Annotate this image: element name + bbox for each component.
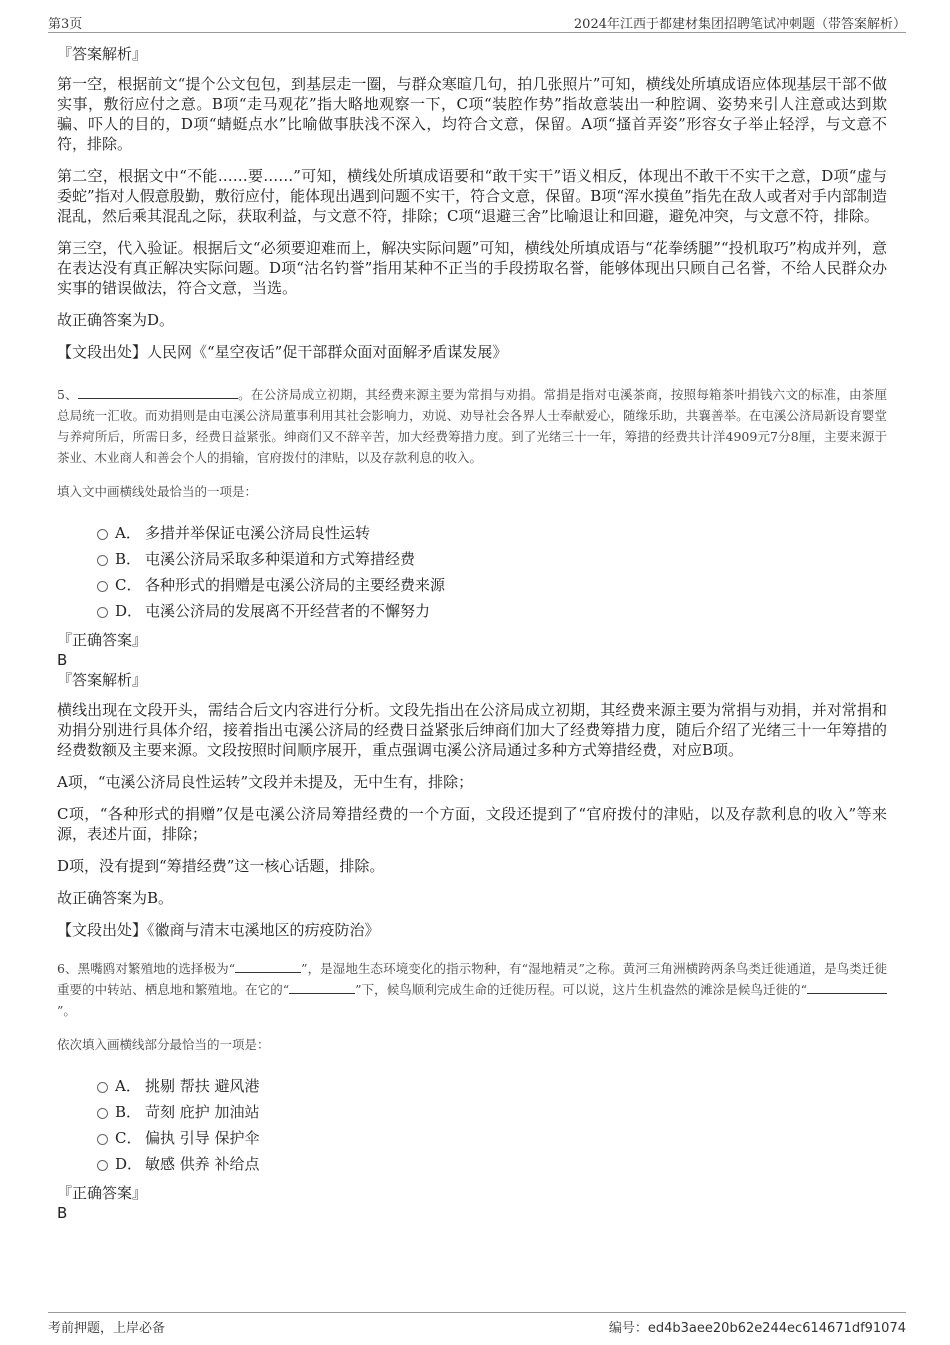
q5-conclusion: 故正确答案为B。 xyxy=(57,889,174,907)
footer-code: 编号：ed4b3aee20b62e244ec614671df91074 xyxy=(608,1321,906,1336)
q6-prompt: 依次填入画横线部分最恰当的一项是： xyxy=(57,1037,270,1052)
radio-icon[interactable] xyxy=(97,581,108,592)
radio-icon[interactable] xyxy=(97,1134,108,1145)
q5-explain-tag: 『答案解析』 xyxy=(57,671,148,689)
document-title: 2024年江西于都建材集团招聘笔试冲刺题（带答案解析） xyxy=(573,17,906,32)
q6-blank-1 xyxy=(235,960,301,973)
radio-icon[interactable] xyxy=(97,1108,108,1119)
q6-option-c[interactable]: C． 偏执 引导 保护伞 xyxy=(97,1125,887,1151)
page-footer xyxy=(48,1312,906,1337)
q6-passage: 6、黑嘴鸥对繁殖地的选择极为“ ”，是湿地生态环境变化的指示物种，有“湿地精灵”之称。黄河三角洲横跨两条鸟类迁徙通道，是鸟类迁徙重要的中转站、栖息地和繁殖地。在它的“ ”下，候鸟顺利完成生命的迁徙历程。可以说，这片生机盎然的滩涂是候鸟迁徙的“”。 xyxy=(57,961,887,1018)
q4-explain-para-2: 第二空，根据文中“不能……要……”可知，横线处所填成语要和“敢干实干”语义相反，体现出不敢干不实干之意，D项“虚与委蛇”指对人假意殷勤，敷衍应付，能体现出遇到问题不实干，符合文意，保留。B项“浑水摸鱼”指先在敌人或者对手内部制造混乱，然后乘其混乱之际，获取利益，与文意不符，排除；C项“退避三舍”比喻退让和回避，避免冲突，与文意不符，排除。 xyxy=(57,167,887,225)
q5-prompt: 填入文中画横线处最恰当的一项是： xyxy=(57,484,258,499)
page-header xyxy=(48,10,906,33)
q6-answer: B xyxy=(57,1204,68,1222)
q6-option-b[interactable]: B． 苛刻 庇护 加油站 xyxy=(97,1099,887,1125)
q5-options xyxy=(97,520,887,624)
page-content xyxy=(57,44,887,1223)
q5-explain-para-1: 横线出现在文段开头，需结合后文内容进行分析。文段先指出在公济局成立初期，其经费来源主要为常捐与劝捐，并对常捐和劝捐分别进行具体介绍，接着指出屯溪公济局的经费日益紧张后绅商们加大了经费筹措力度，随后介绍了光绪三十一年筹措的经费数额及主要来源。文段按照时间顺序展开，重点强调屯溪公济局通过多种方式筹措经费，对应B项。 xyxy=(57,701,887,759)
radio-icon[interactable] xyxy=(97,1160,108,1171)
q6-answer-tag: 『正确答案』 xyxy=(57,1184,148,1202)
q4-source: 【文段出处】人民网《“星空夜话”促干部群众面对面解矛盾谋发展》 xyxy=(57,343,508,361)
q6-blank-3 xyxy=(807,981,887,994)
q5-answer: B xyxy=(57,651,68,669)
q6-blank-2 xyxy=(289,981,355,994)
radio-icon[interactable] xyxy=(97,1082,108,1093)
q5-option-d[interactable]: D． 屯溪公济局的发展离不开经营者的不懈努力 xyxy=(97,598,887,624)
q5-passage-text: 。在公济局成立初期，其经费来源主要为常捐与劝捐。常捐是指对屯溪茶商，按照每箱茶叶捐钱六文的标准，由茶厘总局统一汇收。而劝捐则是由屯溪公济局董事利用其社会影响力，劝说、劝导社会各界人士奉献爱心，随缘乐助，共襄善举。在屯溪公济局新设育婴堂与养疴所后，所需日多，经费日益紧张。绅商们又不辞辛苦，加大经费筹措力度。到了光绪三十一年，筹措的经费共计洋4909元7分8厘，主要来源于茶业、木业商人和善会个人的捐输，官府拨付的津贴，以及存款利息的收入。 xyxy=(57,387,888,465)
q6-option-a[interactable]: A． 挑剔 帮扶 避风港 xyxy=(97,1073,887,1099)
q4-explain-tag: 『答案解析』 xyxy=(57,45,148,63)
q6-options xyxy=(97,1073,887,1177)
q5-source: 【文段出处】《徽商与清末屯溪地区的疠疫防治》 xyxy=(57,921,380,939)
q5-option-b[interactable]: B． 屯溪公济局采取多种渠道和方式筹措经费 xyxy=(97,546,887,572)
q5-number: 5、 xyxy=(57,387,78,402)
footer-slogan: 考前押题，上岸必备 xyxy=(48,1321,166,1336)
radio-icon[interactable] xyxy=(97,529,108,540)
q5-blank xyxy=(78,386,238,399)
radio-icon[interactable] xyxy=(97,607,108,618)
q4-explain-para-3: 第三空，代入验证。根据后文“必须要迎难而上，解决实际问题”可知，横线处所填成语与“花拳绣腿”“投机取巧”构成并列，意在表达没有真正解决实际问题。D项“沽名钓誉”指用某种不正当的手段捞取名誉，能够体现出只顾自己名誉，不给人民群众办实事的错误做法，符合文意，当选。 xyxy=(57,239,887,297)
q5-explain-para-2: A项，“屯溪公济局良性运转”文段并未提及，无中生有，排除； xyxy=(57,773,474,791)
q5-option-c[interactable]: C． 各种形式的捐赠是屯溪公济局的主要经费来源 xyxy=(97,572,887,598)
q4-conclusion: 故正确答案为D。 xyxy=(57,311,175,329)
page-number: 第3页 xyxy=(48,17,83,32)
q6-option-d[interactable]: D． 敏感 供养 补给点 xyxy=(97,1151,887,1177)
document-code: ed4b3aee20b62e244ec614671df91074 xyxy=(647,1321,906,1336)
q5-explain-para-4: D项，没有提到“筹措经费”这一核心话题，排除。 xyxy=(57,857,385,875)
radio-icon[interactable] xyxy=(97,555,108,566)
q5-passage xyxy=(57,384,887,468)
q5-option-a[interactable]: A． 多措并举保证屯溪公济局良性运转 xyxy=(97,520,887,546)
q4-explain-para-1: 第一空，根据前文“提个公文包包，到基层走一圈，与群众寒暄几句，拍几张照片”可知，横线处所填成语应体现基层干部不做实事，敷衍应付之意。B项“走马观花”指大略地观察一下，C项“装腔作势”指故意装出一种腔调、姿势来引人注意或达到欺骗、吓人的目的，D项“蜻蜓点水”比喻做事肤浅不深入，均符合文意，保留。A项“搔首弄姿”形容女子举止轻浮，与文意不符，排除。 xyxy=(57,75,887,153)
q5-answer-tag: 『正确答案』 xyxy=(57,631,148,649)
q5-explain-para-3: C项，“各种形式的捐赠”仅是屯溪公济局筹措经费的一个方面，文段还提到了“官府拨付的津贴，以及存款利息的收入”等来源，表述片面，排除； xyxy=(57,805,887,843)
